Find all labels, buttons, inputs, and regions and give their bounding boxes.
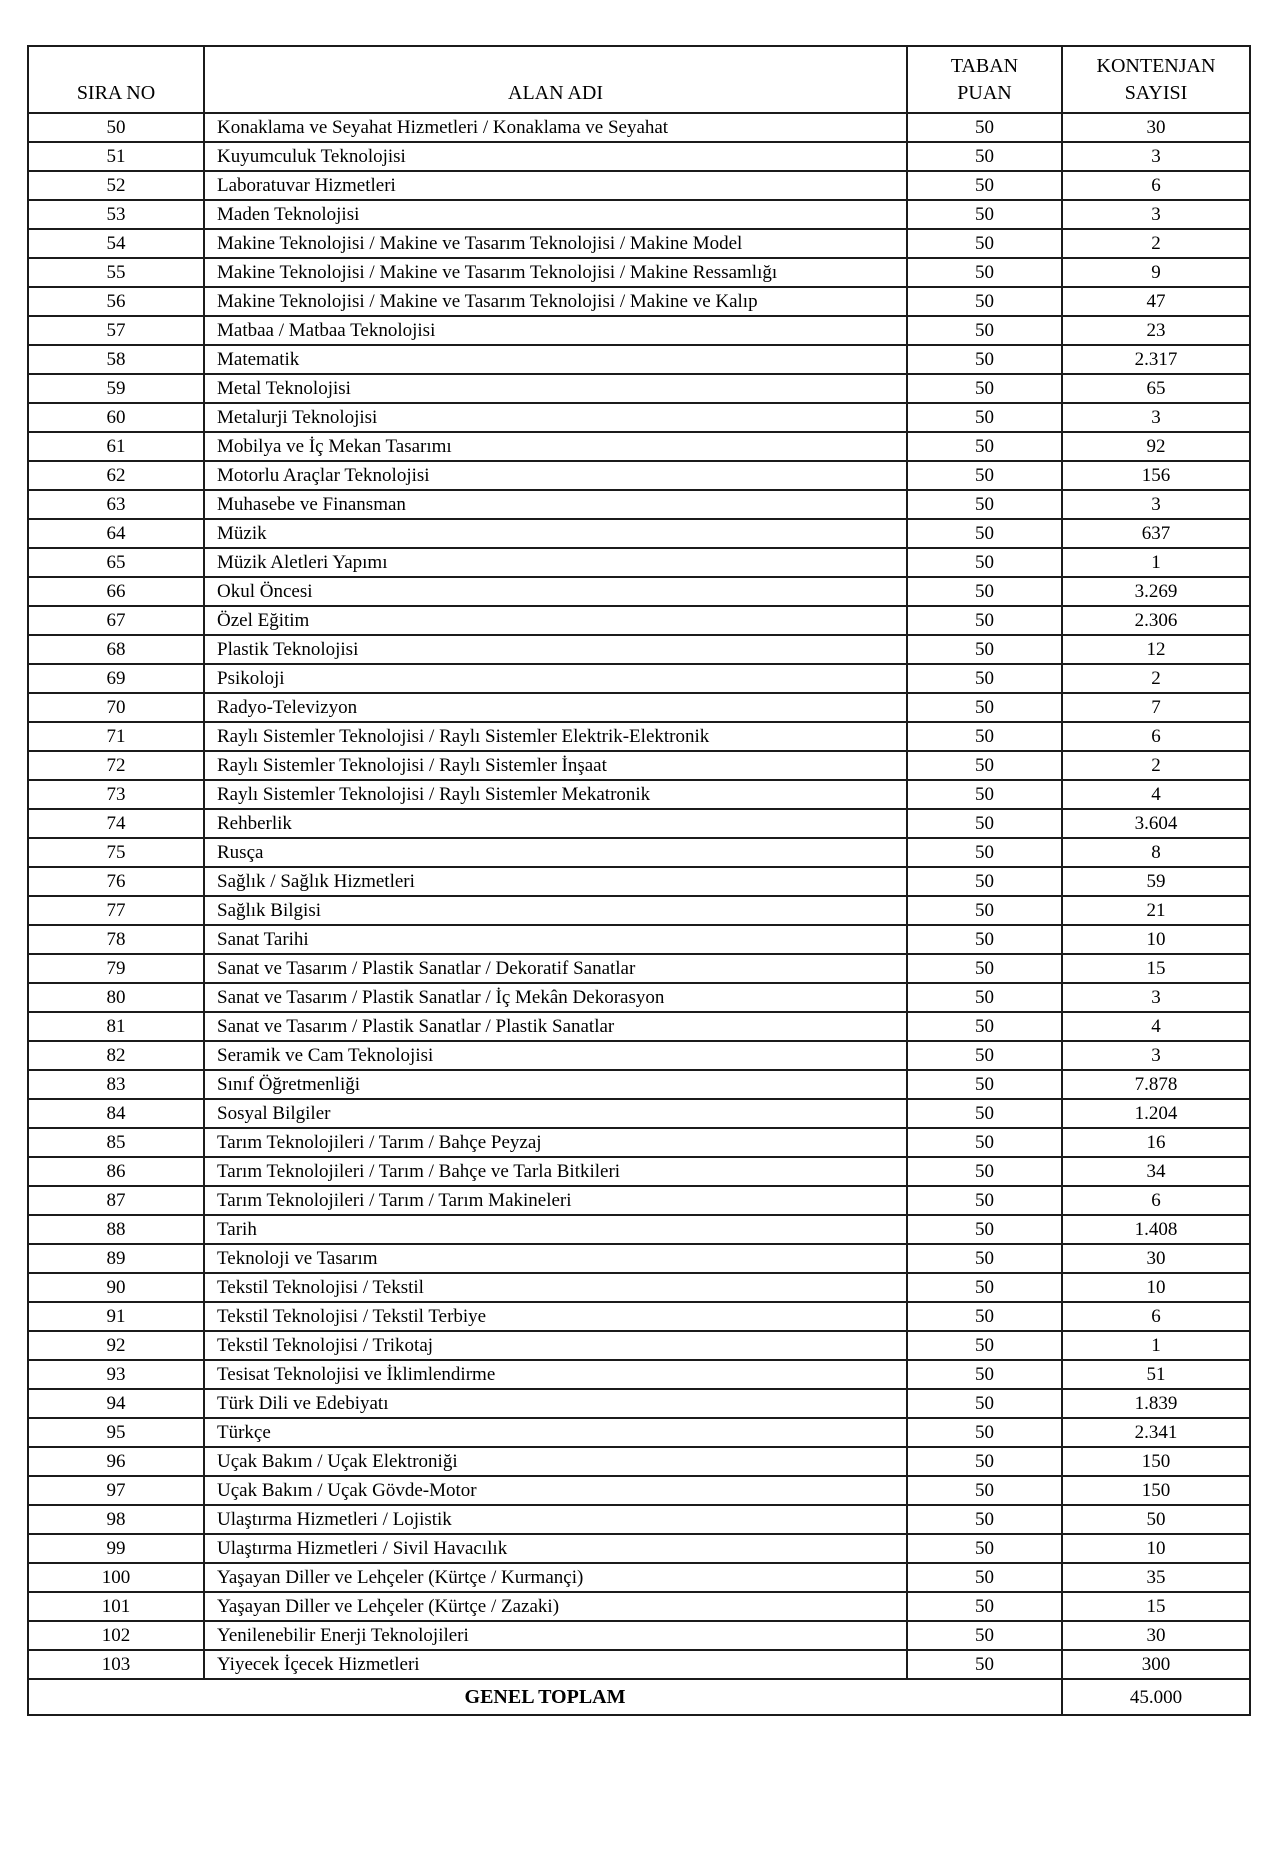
- cell-kontenjan: 10: [1062, 925, 1250, 954]
- table-row: [28, 1012, 1250, 1041]
- cell-taban-puan: 50: [907, 229, 1062, 258]
- table-row: [28, 1331, 1250, 1360]
- quota-table: [27, 45, 1251, 1716]
- table-row: [28, 258, 1250, 287]
- cell-taban-puan: 50: [907, 1505, 1062, 1534]
- table-row: [28, 1215, 1250, 1244]
- cell-sira-no: 59: [28, 374, 204, 403]
- table-row: [28, 1534, 1250, 1563]
- cell-alan-adi: Özel Eğitim: [204, 606, 907, 635]
- cell-sira-no: 90: [28, 1273, 204, 1302]
- cell-alan-adi: Sanat ve Tasarım / Plastik Sanatlar / Plastik Sanatlar: [204, 1012, 907, 1041]
- cell-kontenjan: 3: [1062, 1041, 1250, 1070]
- cell-taban-puan: 50: [907, 1215, 1062, 1244]
- cell-kontenjan: 3: [1062, 490, 1250, 519]
- cell-alan-adi: Sağlık / Sağlık Hizmetleri: [204, 867, 907, 896]
- table-row: [28, 1418, 1250, 1447]
- cell-sira-no: 61: [28, 432, 204, 461]
- cell-alan-adi: Kuyumculuk Teknolojisi: [204, 142, 907, 171]
- cell-sira-no: 97: [28, 1476, 204, 1505]
- cell-kontenjan: 300: [1062, 1650, 1250, 1679]
- cell-alan-adi: Tekstil Teknolojisi / Tekstil Terbiye: [204, 1302, 907, 1331]
- header-sira-no: [28, 46, 204, 113]
- cell-alan-adi: Sağlık Bilgisi: [204, 896, 907, 925]
- cell-taban-puan: 50: [907, 1070, 1062, 1099]
- cell-sira-no: 79: [28, 954, 204, 983]
- table-row: [28, 316, 1250, 345]
- cell-sira-no: 84: [28, 1099, 204, 1128]
- cell-taban-puan: 50: [907, 809, 1062, 838]
- cell-taban-puan: 50: [907, 490, 1062, 519]
- table-row: [28, 200, 1250, 229]
- cell-alan-adi: Motorlu Araçlar Teknolojisi: [204, 461, 907, 490]
- cell-alan-adi: Metal Teknolojisi: [204, 374, 907, 403]
- cell-taban-puan: 50: [907, 1273, 1062, 1302]
- cell-kontenjan: 2.341: [1062, 1418, 1250, 1447]
- table-row: [28, 171, 1250, 200]
- table-row: [28, 925, 1250, 954]
- cell-sira-no: 57: [28, 316, 204, 345]
- cell-kontenjan: 7.878: [1062, 1070, 1250, 1099]
- cell-sira-no: 96: [28, 1447, 204, 1476]
- header-alan-adi: [204, 46, 907, 113]
- cell-taban-puan: 50: [907, 403, 1062, 432]
- cell-taban-puan: 50: [907, 461, 1062, 490]
- cell-alan-adi: Matematik: [204, 345, 907, 374]
- cell-sira-no: 101: [28, 1592, 204, 1621]
- cell-kontenjan: 30: [1062, 1244, 1250, 1273]
- cell-alan-adi: Seramik ve Cam Teknolojisi: [204, 1041, 907, 1070]
- cell-sira-no: 73: [28, 780, 204, 809]
- cell-taban-puan: 50: [907, 577, 1062, 606]
- cell-sira-no: 95: [28, 1418, 204, 1447]
- cell-alan-adi: Uçak Bakım / Uçak Gövde-Motor: [204, 1476, 907, 1505]
- cell-sira-no: 50: [28, 113, 204, 142]
- table-row: [28, 1447, 1250, 1476]
- cell-sira-no: 74: [28, 809, 204, 838]
- table-row: [28, 519, 1250, 548]
- cell-kontenjan: 6: [1062, 722, 1250, 751]
- table-row: [28, 577, 1250, 606]
- table-row: [28, 1389, 1250, 1418]
- cell-kontenjan: 3: [1062, 142, 1250, 171]
- cell-taban-puan: 50: [907, 374, 1062, 403]
- cell-taban-puan: 50: [907, 635, 1062, 664]
- cell-taban-puan: 50: [907, 519, 1062, 548]
- cell-kontenjan: 3: [1062, 403, 1250, 432]
- table-row: [28, 954, 1250, 983]
- table-row: [28, 142, 1250, 171]
- cell-kontenjan: 23: [1062, 316, 1250, 345]
- cell-taban-puan: 50: [907, 1389, 1062, 1418]
- cell-alan-adi: Sanat Tarihi: [204, 925, 907, 954]
- cell-alan-adi: Mobilya ve İç Mekan Tasarımı: [204, 432, 907, 461]
- cell-alan-adi: Makine Teknolojisi / Makine ve Tasarım Teknolojisi / Makine Model: [204, 229, 907, 258]
- cell-alan-adi: Laboratuvar Hizmetleri: [204, 171, 907, 200]
- cell-sira-no: 67: [28, 606, 204, 635]
- cell-taban-puan: 50: [907, 142, 1062, 171]
- table-header: [28, 46, 1250, 113]
- cell-sira-no: 92: [28, 1331, 204, 1360]
- table-row: [28, 229, 1250, 258]
- cell-taban-puan: 50: [907, 606, 1062, 635]
- header-taban-puan-line1: TABAN: [950, 54, 1019, 77]
- cell-sira-no: 62: [28, 461, 204, 490]
- cell-taban-puan: 50: [907, 1534, 1062, 1563]
- cell-alan-adi: Yaşayan Diller ve Lehçeler (Kürtçe / Kurmançi): [204, 1563, 907, 1592]
- cell-sira-no: 87: [28, 1186, 204, 1215]
- table-row: [28, 1128, 1250, 1157]
- cell-kontenjan: 637: [1062, 519, 1250, 548]
- cell-taban-puan: 50: [907, 751, 1062, 780]
- cell-taban-puan: 50: [907, 780, 1062, 809]
- cell-alan-adi: Ulaştırma Hizmetleri / Sivil Havacılık: [204, 1534, 907, 1563]
- table-row: [28, 287, 1250, 316]
- cell-taban-puan: 50: [907, 1563, 1062, 1592]
- cell-sira-no: 85: [28, 1128, 204, 1157]
- cell-alan-adi: Plastik Teknolojisi: [204, 635, 907, 664]
- cell-taban-puan: 50: [907, 1331, 1062, 1360]
- cell-kontenjan: 1: [1062, 548, 1250, 577]
- table-row: [28, 1476, 1250, 1505]
- table-row: [28, 867, 1250, 896]
- table-footer: [28, 1679, 1250, 1715]
- cell-taban-puan: 50: [907, 200, 1062, 229]
- cell-alan-adi: Tarih: [204, 1215, 907, 1244]
- cell-taban-puan: 50: [907, 664, 1062, 693]
- cell-alan-adi: Tesisat Teknolojisi ve İklimlendirme: [204, 1360, 907, 1389]
- cell-kontenjan: 51: [1062, 1360, 1250, 1389]
- cell-kontenjan: 16: [1062, 1128, 1250, 1157]
- cell-kontenjan: 50: [1062, 1505, 1250, 1534]
- cell-sira-no: 69: [28, 664, 204, 693]
- cell-sira-no: 53: [28, 200, 204, 229]
- cell-kontenjan: 2: [1062, 751, 1250, 780]
- cell-alan-adi: Uçak Bakım / Uçak Elektroniği: [204, 1447, 907, 1476]
- cell-sira-no: 76: [28, 867, 204, 896]
- cell-alan-adi: Yiyecek İçecek Hizmetleri: [204, 1650, 907, 1679]
- table-row: [28, 838, 1250, 867]
- cell-alan-adi: Okul Öncesi: [204, 577, 907, 606]
- table-row: [28, 693, 1250, 722]
- cell-sira-no: 65: [28, 548, 204, 577]
- total-row: [28, 1679, 1250, 1715]
- cell-alan-adi: Rehberlik: [204, 809, 907, 838]
- cell-sira-no: 82: [28, 1041, 204, 1070]
- cell-alan-adi: Maden Teknolojisi: [204, 200, 907, 229]
- cell-sira-no: 102: [28, 1621, 204, 1650]
- table-row: [28, 432, 1250, 461]
- cell-alan-adi: Sanat ve Tasarım / Plastik Sanatlar / İç Mekân Dekorasyon: [204, 983, 907, 1012]
- cell-kontenjan: 2: [1062, 229, 1250, 258]
- cell-alan-adi: Sanat ve Tasarım / Plastik Sanatlar / Dekoratif Sanatlar: [204, 954, 907, 983]
- cell-sira-no: 89: [28, 1244, 204, 1273]
- cell-sira-no: 88: [28, 1215, 204, 1244]
- cell-taban-puan: 50: [907, 1360, 1062, 1389]
- cell-kontenjan: 15: [1062, 1592, 1250, 1621]
- table-row: [28, 1070, 1250, 1099]
- cell-taban-puan: 50: [907, 925, 1062, 954]
- cell-kontenjan: 65: [1062, 374, 1250, 403]
- cell-kontenjan: 10: [1062, 1534, 1250, 1563]
- cell-kontenjan: 9: [1062, 258, 1250, 287]
- table-row: [28, 635, 1250, 664]
- cell-kontenjan: 15: [1062, 954, 1250, 983]
- cell-alan-adi: Muhasebe ve Finansman: [204, 490, 907, 519]
- cell-kontenjan: 30: [1062, 1621, 1250, 1650]
- cell-sira-no: 52: [28, 171, 204, 200]
- cell-taban-puan: 50: [907, 258, 1062, 287]
- table-row: [28, 1099, 1250, 1128]
- cell-sira-no: 56: [28, 287, 204, 316]
- cell-sira-no: 72: [28, 751, 204, 780]
- cell-kontenjan: 10: [1062, 1273, 1250, 1302]
- cell-sira-no: 78: [28, 925, 204, 954]
- cell-sira-no: 71: [28, 722, 204, 751]
- cell-alan-adi: Radyo-Televizyon: [204, 693, 907, 722]
- cell-kontenjan: 12: [1062, 635, 1250, 664]
- cell-kontenjan: 1.204: [1062, 1099, 1250, 1128]
- cell-kontenjan: 2.317: [1062, 345, 1250, 374]
- cell-alan-adi: Tarım Teknolojileri / Tarım / Bahçe ve Tarla Bitkileri: [204, 1157, 907, 1186]
- cell-sira-no: 68: [28, 635, 204, 664]
- cell-kontenjan: 30: [1062, 113, 1250, 142]
- cell-alan-adi: Sınıf Öğretmenliği: [204, 1070, 907, 1099]
- cell-sira-no: 91: [28, 1302, 204, 1331]
- header-kontenjan: [1062, 46, 1250, 113]
- cell-kontenjan: 6: [1062, 171, 1250, 200]
- cell-taban-puan: 50: [907, 1244, 1062, 1273]
- cell-alan-adi: Konaklama ve Seyahat Hizmetleri / Konaklama ve Seyahat: [204, 113, 907, 142]
- table-row: [28, 1563, 1250, 1592]
- cell-kontenjan: 150: [1062, 1447, 1250, 1476]
- cell-kontenjan: 3: [1062, 983, 1250, 1012]
- cell-alan-adi: Makine Teknolojisi / Makine ve Tasarım Teknolojisi / Makine ve Kalıp: [204, 287, 907, 316]
- cell-sira-no: 63: [28, 490, 204, 519]
- header-alan-adi-label: ALAN ADI: [508, 82, 603, 104]
- table-row: [28, 751, 1250, 780]
- cell-alan-adi: Tarım Teknolojileri / Tarım / Bahçe Peyzaj: [204, 1128, 907, 1157]
- table-body: [28, 113, 1250, 1679]
- cell-alan-adi: Metalurji Teknolojisi: [204, 403, 907, 432]
- table-row: [28, 1592, 1250, 1621]
- total-value-cell: 45.000: [1062, 1679, 1250, 1715]
- cell-kontenjan: 150: [1062, 1476, 1250, 1505]
- cell-sira-no: 66: [28, 577, 204, 606]
- cell-sira-no: 54: [28, 229, 204, 258]
- cell-sira-no: 60: [28, 403, 204, 432]
- cell-taban-puan: 50: [907, 1012, 1062, 1041]
- cell-taban-puan: 50: [907, 1186, 1062, 1215]
- cell-sira-no: 99: [28, 1534, 204, 1563]
- cell-alan-adi: Ulaştırma Hizmetleri / Lojistik: [204, 1505, 907, 1534]
- cell-taban-puan: 50: [907, 1157, 1062, 1186]
- cell-kontenjan: 3.604: [1062, 809, 1250, 838]
- cell-alan-adi: Sosyal Bilgiler: [204, 1099, 907, 1128]
- cell-kontenjan: 3: [1062, 200, 1250, 229]
- cell-taban-puan: 50: [907, 316, 1062, 345]
- cell-kontenjan: 3.269: [1062, 577, 1250, 606]
- cell-taban-puan: 50: [907, 1476, 1062, 1505]
- cell-alan-adi: Raylı Sistemler Teknolojisi / Raylı Sistemler Elektrik-Elektronik: [204, 722, 907, 751]
- cell-sira-no: 103: [28, 1650, 204, 1679]
- cell-kontenjan: 47: [1062, 287, 1250, 316]
- total-label-cell: GENEL TOPLAM: [28, 1679, 1062, 1715]
- table-row: [28, 1186, 1250, 1215]
- cell-kontenjan: 21: [1062, 896, 1250, 925]
- header-kontenjan-line1: KONTENJAN: [1096, 54, 1216, 77]
- cell-kontenjan: 156: [1062, 461, 1250, 490]
- cell-alan-adi: Psikoloji: [204, 664, 907, 693]
- cell-sira-no: 77: [28, 896, 204, 925]
- table-row: [28, 983, 1250, 1012]
- cell-taban-puan: 50: [907, 548, 1062, 577]
- cell-alan-adi: Müzik: [204, 519, 907, 548]
- cell-alan-adi: Müzik Aletleri Yapımı: [204, 548, 907, 577]
- cell-taban-puan: 50: [907, 432, 1062, 461]
- cell-kontenjan: 34: [1062, 1157, 1250, 1186]
- table-row: [28, 1244, 1250, 1273]
- cell-taban-puan: 50: [907, 722, 1062, 751]
- table-row: [28, 1273, 1250, 1302]
- cell-kontenjan: 6: [1062, 1186, 1250, 1215]
- cell-sira-no: 86: [28, 1157, 204, 1186]
- cell-taban-puan: 50: [907, 113, 1062, 142]
- cell-sira-no: 58: [28, 345, 204, 374]
- cell-kontenjan: 35: [1062, 1563, 1250, 1592]
- cell-kontenjan: 2: [1062, 664, 1250, 693]
- table-row: [28, 374, 1250, 403]
- cell-kontenjan: 1: [1062, 1331, 1250, 1360]
- cell-taban-puan: 50: [907, 867, 1062, 896]
- table-row: [28, 548, 1250, 577]
- cell-kontenjan: 8: [1062, 838, 1250, 867]
- cell-alan-adi: Tekstil Teknolojisi / Trikotaj: [204, 1331, 907, 1360]
- cell-taban-puan: 50: [907, 171, 1062, 200]
- cell-taban-puan: 50: [907, 693, 1062, 722]
- cell-kontenjan: 6: [1062, 1302, 1250, 1331]
- table-row: [28, 403, 1250, 432]
- cell-taban-puan: 50: [907, 983, 1062, 1012]
- cell-alan-adi: Raylı Sistemler Teknolojisi / Raylı Sistemler Mekatronik: [204, 780, 907, 809]
- cell-taban-puan: 50: [907, 1099, 1062, 1128]
- cell-kontenjan: 59: [1062, 867, 1250, 896]
- cell-sira-no: 100: [28, 1563, 204, 1592]
- cell-alan-adi: Tekstil Teknolojisi / Tekstil: [204, 1273, 907, 1302]
- table-row: [28, 113, 1250, 142]
- cell-kontenjan: 7: [1062, 693, 1250, 722]
- cell-taban-puan: 50: [907, 1650, 1062, 1679]
- cell-alan-adi: Makine Teknolojisi / Makine ve Tasarım Teknolojisi / Makine Ressamlığı: [204, 258, 907, 287]
- table-row: [28, 1157, 1250, 1186]
- cell-alan-adi: Rusça: [204, 838, 907, 867]
- cell-kontenjan: 4: [1062, 1012, 1250, 1041]
- table-row: [28, 896, 1250, 925]
- cell-taban-puan: 50: [907, 1447, 1062, 1476]
- cell-alan-adi: Matbaa / Matbaa Teknolojisi: [204, 316, 907, 345]
- table-row: [28, 461, 1250, 490]
- cell-taban-puan: 50: [907, 954, 1062, 983]
- cell-alan-adi: Raylı Sistemler Teknolojisi / Raylı Sistemler İnşaat: [204, 751, 907, 780]
- cell-sira-no: 83: [28, 1070, 204, 1099]
- cell-alan-adi: Teknoloji ve Tasarım: [204, 1244, 907, 1273]
- cell-kontenjan: 92: [1062, 432, 1250, 461]
- cell-taban-puan: 50: [907, 1592, 1062, 1621]
- cell-alan-adi: Yaşayan Diller ve Lehçeler (Kürtçe / Zazaki): [204, 1592, 907, 1621]
- cell-sira-no: 75: [28, 838, 204, 867]
- cell-kontenjan: 4: [1062, 780, 1250, 809]
- header-row: [28, 46, 1250, 113]
- cell-kontenjan: 1.839: [1062, 1389, 1250, 1418]
- cell-taban-puan: 50: [907, 1302, 1062, 1331]
- cell-sira-no: 55: [28, 258, 204, 287]
- cell-taban-puan: 50: [907, 838, 1062, 867]
- cell-alan-adi: Türkçe: [204, 1418, 907, 1447]
- table-row: [28, 809, 1250, 838]
- table-row: [28, 345, 1250, 374]
- table-row: [28, 664, 1250, 693]
- cell-taban-puan: 50: [907, 1621, 1062, 1650]
- table-row: [28, 1360, 1250, 1389]
- cell-alan-adi: Tarım Teknolojileri / Tarım / Tarım Makineleri: [204, 1186, 907, 1215]
- cell-taban-puan: 50: [907, 1418, 1062, 1447]
- cell-sira-no: 81: [28, 1012, 204, 1041]
- table-row: [28, 606, 1250, 635]
- cell-taban-puan: 50: [907, 1041, 1062, 1070]
- cell-taban-puan: 50: [907, 287, 1062, 316]
- header-taban-puan: [907, 46, 1062, 113]
- cell-sira-no: 98: [28, 1505, 204, 1534]
- cell-taban-puan: 50: [907, 896, 1062, 925]
- cell-alan-adi: Yenilenebilir Enerji Teknolojileri: [204, 1621, 907, 1650]
- cell-sira-no: 80: [28, 983, 204, 1012]
- table-row: [28, 1621, 1250, 1650]
- table-row: [28, 1302, 1250, 1331]
- table-row: [28, 722, 1250, 751]
- header-sira-no-label: SIRA NO: [76, 82, 156, 104]
- cell-kontenjan: 2.306: [1062, 606, 1250, 635]
- table-row: [28, 780, 1250, 809]
- cell-sira-no: 93: [28, 1360, 204, 1389]
- table-row: [28, 1041, 1250, 1070]
- table-row: [28, 490, 1250, 519]
- cell-sira-no: 64: [28, 519, 204, 548]
- cell-kontenjan: 1.408: [1062, 1215, 1250, 1244]
- table-row: [28, 1505, 1250, 1534]
- header-kontenjan-line2: SAYISI: [1124, 81, 1188, 104]
- cell-alan-adi: Türk Dili ve Edebiyatı: [204, 1389, 907, 1418]
- cell-sira-no: 51: [28, 142, 204, 171]
- cell-taban-puan: 50: [907, 1128, 1062, 1157]
- header-taban-puan-line2: PUAN: [957, 81, 1012, 104]
- cell-sira-no: 94: [28, 1389, 204, 1418]
- table-row: [28, 1650, 1250, 1679]
- cell-taban-puan: 50: [907, 345, 1062, 374]
- cell-sira-no: 70: [28, 693, 204, 722]
